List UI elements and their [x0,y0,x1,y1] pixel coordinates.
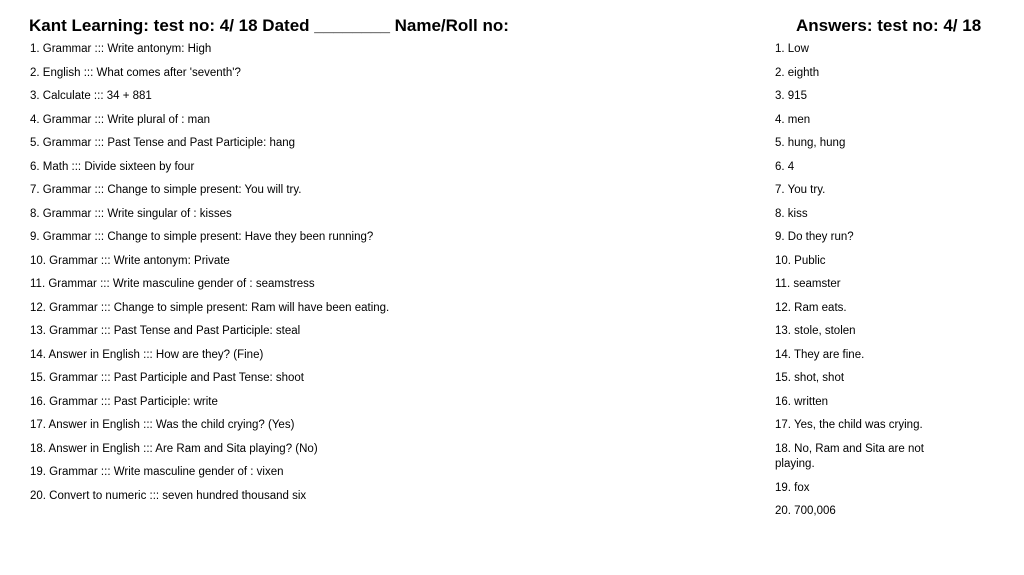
question-item: 12. Grammar ::: Change to simple present: Ram will have been eating. [30,301,390,314]
answer-item: 13. stole, stolen [775,325,856,337]
answer-item: 1. Low [775,43,809,55]
answer-list [775,42,955,528]
question-item: 20. Convert to numeric ::: seven hundred thousand six [30,489,307,502]
answer-item: 2. eighth [775,66,820,79]
question-item: 11. Grammar ::: Write masculine gender of : seamstress [30,278,315,290]
answers-title: Answers: test no: 4/ 18 [796,16,982,35]
question-item: 4. Grammar ::: Write plural of : man [30,113,211,126]
question-item: 3. Calculate ::: 34 + 881 [30,90,152,102]
question-item: 8. Grammar ::: Write singular of : kisses [30,207,232,220]
question-item: 10. Grammar ::: Write antonym: Private [30,254,230,267]
question-item: 7. Grammar ::: Change to simple present: You will try. [30,184,302,196]
test-title: Kant Learning: test no: 4/ 18 Dated ________ Name/Roll no: [29,16,509,35]
answer-item: 6. 4 [775,160,795,173]
answer-item: 5. hung, hung [775,137,846,149]
question-item: 9. Grammar ::: Change to simple present: Have they been running? [30,231,374,243]
question-item: 5. Grammar ::: Past Tense and Past Participle: hang [30,137,296,149]
question-item: 18. Answer in English ::: Are Ram and Sita playing? (No) [30,442,318,455]
answer-item: 9. Do they run? [775,231,854,243]
question-item: 16. Grammar ::: Past Participle: write [30,395,218,408]
answer-item: 8. kiss [775,207,808,220]
question-item: 14. Answer in English ::: How are they? (Fine) [30,348,264,361]
answer-item: 19. fox [775,481,810,494]
answer-item: 14. They are fine. [775,348,865,361]
question-item: 15. Grammar ::: Past Participle and Past Tense: shoot [30,372,305,384]
answer-item: 16. written [775,395,829,408]
question-item: 6. Math ::: Divide sixteen by four [30,160,195,173]
question-item: 2. English ::: What comes after 'seventh'? [30,66,241,79]
question-item: 13. Grammar ::: Past Tense and Past Participle: steal [30,325,301,337]
question-item: 1. Grammar ::: Write antonym: High [30,43,212,55]
answer-item: 7. You try. [775,184,826,196]
answer-item: 12. Ram eats. [775,301,847,314]
question-list [30,42,730,512]
answer-item: 4. men [775,113,811,126]
answer-item: 10. Public [775,254,826,267]
answer-item: 11. seamster [775,278,841,290]
question-item: 19. Grammar ::: Write masculine gender of : vixen [30,466,284,478]
answer-item: 15. shot, shot [775,372,845,384]
answer-item: 20. 700,006 [775,505,836,517]
answer-item: 3. 915 [775,90,807,102]
question-item: 17. Answer in English ::: Was the child crying? (Yes) [30,419,295,431]
answer-item: 17. Yes, the child was crying. [775,419,923,431]
answer-item: 18. No, Ram and Sita are not playing. [775,442,924,470]
